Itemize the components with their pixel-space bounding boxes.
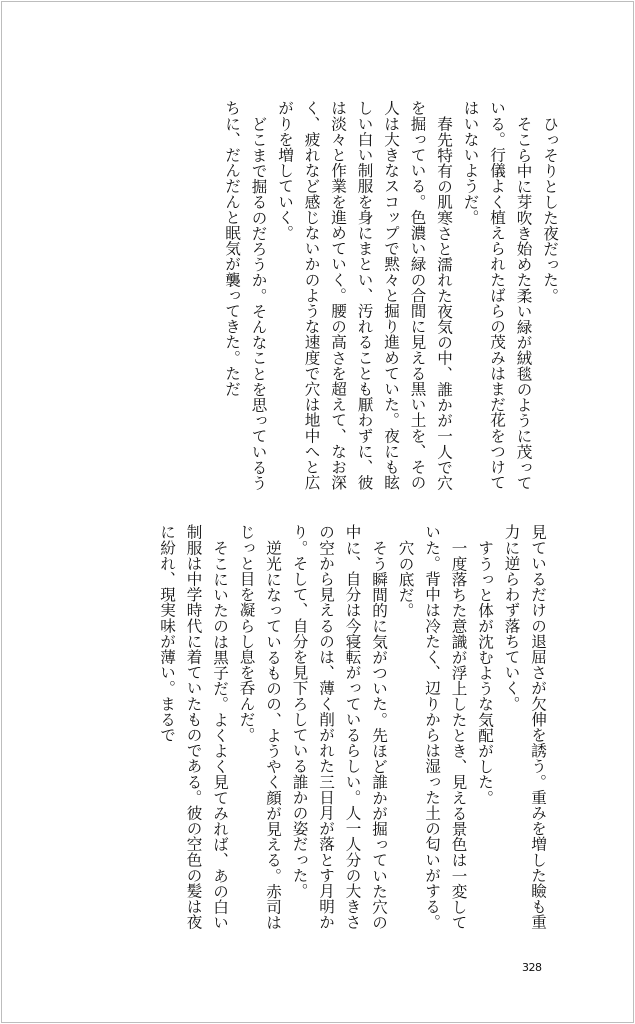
paragraph: そこら中に芽吹き始めた柔い緑が絨毯のように茂っている。行儀よく植えられたばらの茂みはまだ花をつけてはいないようだ。 [461, 100, 533, 490]
paragraph: そこにいたのは黒子だ。よくよく見てみれば、あの白い制服は中学時代に着ていたものである。彼の空色の髪は夜に紛れ、現実味が薄い。まるで [158, 524, 229, 930]
paragraph: 穴の底だ。 [396, 539, 415, 618]
paragraph: すうっと体が沈むような気配がした。 [476, 539, 494, 805]
paragraph: どこまで掘るのだろうか。そんなことを思っているうちに、だんだんと眠気が襲ってきた。ただ [223, 100, 268, 490]
paragraph: ひっそりとした夜だった。 [541, 115, 559, 303]
upper-text-block [173, 100, 563, 500]
page-number: 328 [522, 961, 542, 974]
book-page [1, 1, 634, 1023]
paragraph: 逆光になっているものの、ようやく顔が見える。赤司はじっと目を凝らし息を呑んだ。 [237, 524, 282, 930]
paragraph: 一度落ちた意識が浮上したとき、見える景色は一変していた。背中は冷たく、辺りからは湿った土の匂いがする。 [423, 524, 468, 930]
paragraph: そう瞬間的に気がついた。先ほど誰かが掘っていた穴の中に、自分は今寝転がっているらしい。人一人分の大きさの空から見えるのは、薄く削がれた三日月が落とす月明かり。そして、自分を見下ろしている誰かの姿だった。 [290, 524, 388, 930]
paragraph: 春先特有の肌寒さと濡れた夜気の中、誰かが一人で穴を掘っている。色濃い緑の合間に見える黒い土を、その人は大きなスコップで黙々と掘り進めていた。夜にも眩しい白い制服を身にまとい、汚れることも厭わずに、彼は淡々と作業を進めていく。腰の高さを超えて、なお深く、疲れなど感じないかのような速度で穴は地中へと広がりを増していく。 [276, 100, 453, 490]
lower-text-block [89, 524, 551, 932]
paragraph: 見ているだけの退屈さが欠伸を誘う。重みを増した瞼も重力に逆らわず落ちていく。 [502, 524, 547, 930]
